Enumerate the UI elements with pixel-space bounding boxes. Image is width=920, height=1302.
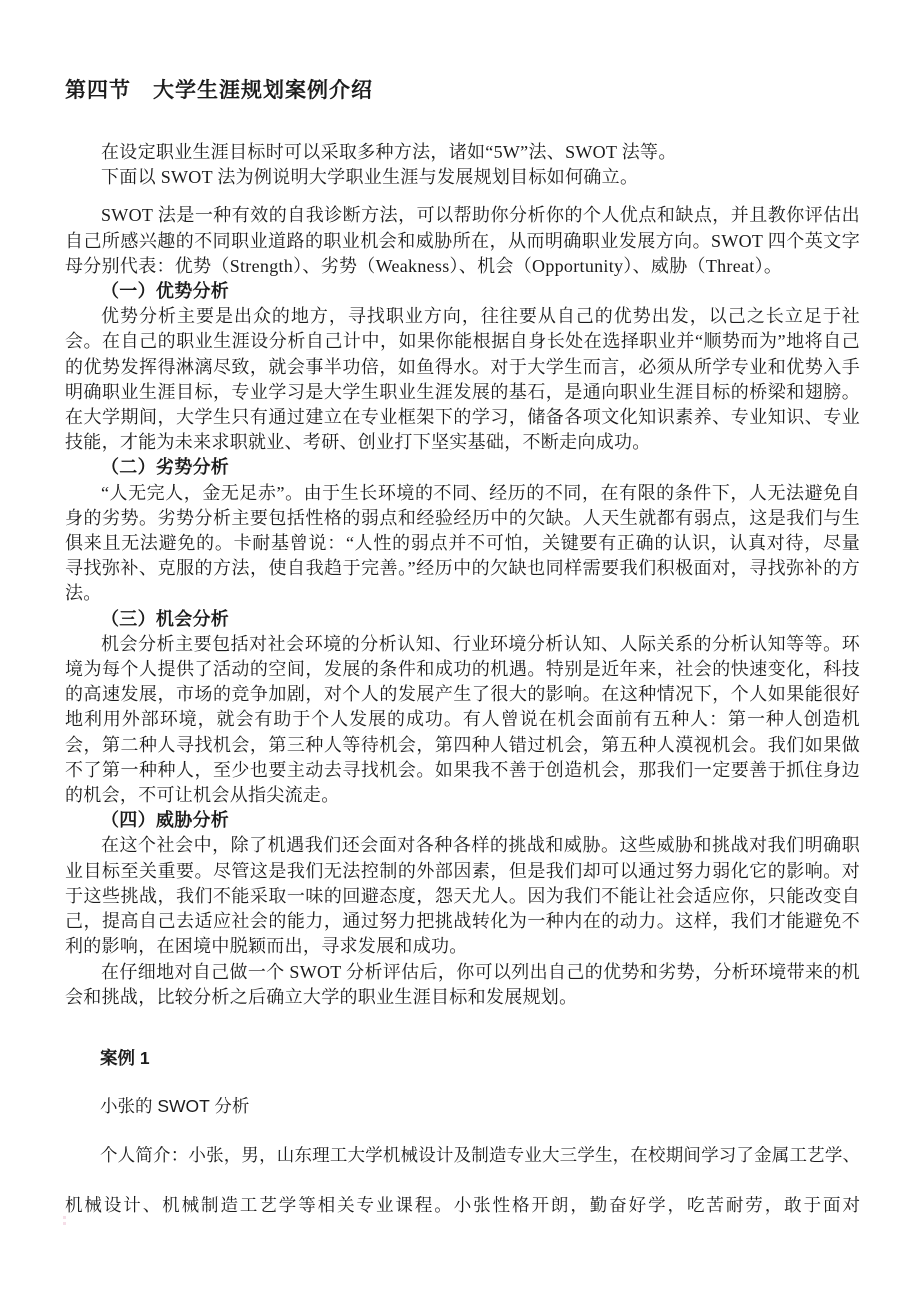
section-title: 第四节 大学生涯规划案例介绍	[65, 78, 373, 102]
case-label: 案例 1	[100, 1047, 150, 1068]
case-subtitle: 小张的 SWOT 分析	[100, 1095, 250, 1116]
swot-overview-paragraph: SWOT 法是一种有效的自我诊断方法，可以帮助你分析你的个人优点和缺点，并且教你评估出自己所感兴趣的不同职业道路的职业机会和威胁所在，从而明确职业发展方向。SWOT 四个英文字母分别代表：优势（Strength）、劣势（Weakness）、机会（Opportunity）、威胁（Threat）。	[65, 205, 860, 276]
heading-opportunity-analysis: （三）机会分析	[101, 608, 230, 629]
heading-weakness-analysis: （二）劣势分析	[101, 457, 230, 478]
case-profile-paragraph: 个人简介：小张，男，山东理工大学机械设计及制造专业大三学生，在校期间学习了金属工艺学、机械设计、机械制造工艺学等相关专业课程。小张性格开朗，勤奋好学，吃苦耐劳，敢于面对	[65, 1144, 860, 1215]
paragraph-opportunity-analysis: 机会分析主要包括对社会环境的分析认知、行业环境分析认知、人际关系的分析认知等等。环境为每个人提供了活动的空间，发展的条件和成功的机遇。特别是近年来，社会的快速变化，科技的高速发展，市场的竞争加剧，对个人的发展产生了很大的影响。在这种情况下，个人如果能很好地利用外部环境，就会有助于个人发展的成功。有人曾说在机会面前有五种人：第一种人创造机会，第二种人寻找机会，第三种人等待机会，第四种人错过机会，第五种人漠视机会。我们如果做不了第一种种人，至少也要主动去寻找机会。如果我不善于创造机会，那我们一定要善于抓住身边的机会，不可让机会从指尖流走。	[65, 633, 860, 806]
page-content	[65, 76, 860, 1230]
conclusion-paragraph: 在仔细地对自己做一个 SWOT 分析评估后，你可以列出自己的优势和劣势，分析环境带来的机会和挑战，比较分析之后确立大学的职业生涯目标和发展规划。	[65, 961, 860, 1007]
paragraph-weakness-analysis: “人无完人，金无足赤”。由于生长环境的不同、经历的不同，在有限的条件下，人无法避免自身的劣势。劣势分析主要包括性格的弱点和经验经历中的欠缺。人天生就都有弱点，这是我们与生俱来且无法避免的。卡耐基曾说：“人性的弱点并不可怕，关键要有正确的认识，认真对待，尽量寻找弥补、克服的方法，使自我趋于完善。”经历中的欠缺也同样需要我们积极面对，寻找弥补的方法。	[65, 482, 860, 604]
body-text	[65, 140, 860, 1010]
spacer	[65, 190, 860, 203]
paragraph-threat-analysis: 在这个社会中，除了机遇我们还会面对各种各样的挑战和威胁。这些威胁和挑战对我们明确职业目标至关重要。尽管这是我们无法控制的外部因素，但是我们却可以通过努力弱化它的影响。对于这些挑战，我们不能采取一味的回避态度，怨天尤人。因为我们不能让社会适应你，只能改变自己，提高自己去适应社会的能力，通过努力把挑战转化为一种内在的动力。这样，我们才能避免不利的影响，在困境中脱颖而出，寻求发展和成功。	[65, 835, 860, 957]
stray-scan-mark	[63, 1216, 66, 1226]
paragraph-strength-analysis: 优势分析主要是出众的地方，寻找职业方向，往往要从自己的优势出发，以己之长立足于社会。在自己的职业生涯设分析自己计中，如果你能根据自身长处在选择职业并“顺势而为”地将自己的优势发挥得淋漓尽致，就会事半功倍，如鱼得水。对于大学生而言，必须从所学专业和优势入手明确职业生涯目标，专业学习是大学生职业生涯发展的基石，是通向职业生涯目标的桥梁和翅膀。在大学期间，大学生只有通过建立在专业框架下的学习，储备各项文化知识素养、专业知识、专业技能，才能为未来求职就业、考研、创业打下坚实基础，不断走向成功。	[65, 306, 860, 453]
case-study-section	[65, 1034, 860, 1230]
heading-strength-analysis: （一）优势分析	[101, 281, 230, 302]
intro-paragraph-1: 在设定职业生涯目标时可以采取多种方法，诸如“5W”法、SWOT 法等。	[101, 142, 677, 162]
heading-threat-analysis: （四）威胁分析	[101, 810, 230, 831]
intro-paragraph-2: 下面以 SWOT 法为例说明大学职业生涯与发展规划目标如何确立。	[101, 167, 639, 188]
